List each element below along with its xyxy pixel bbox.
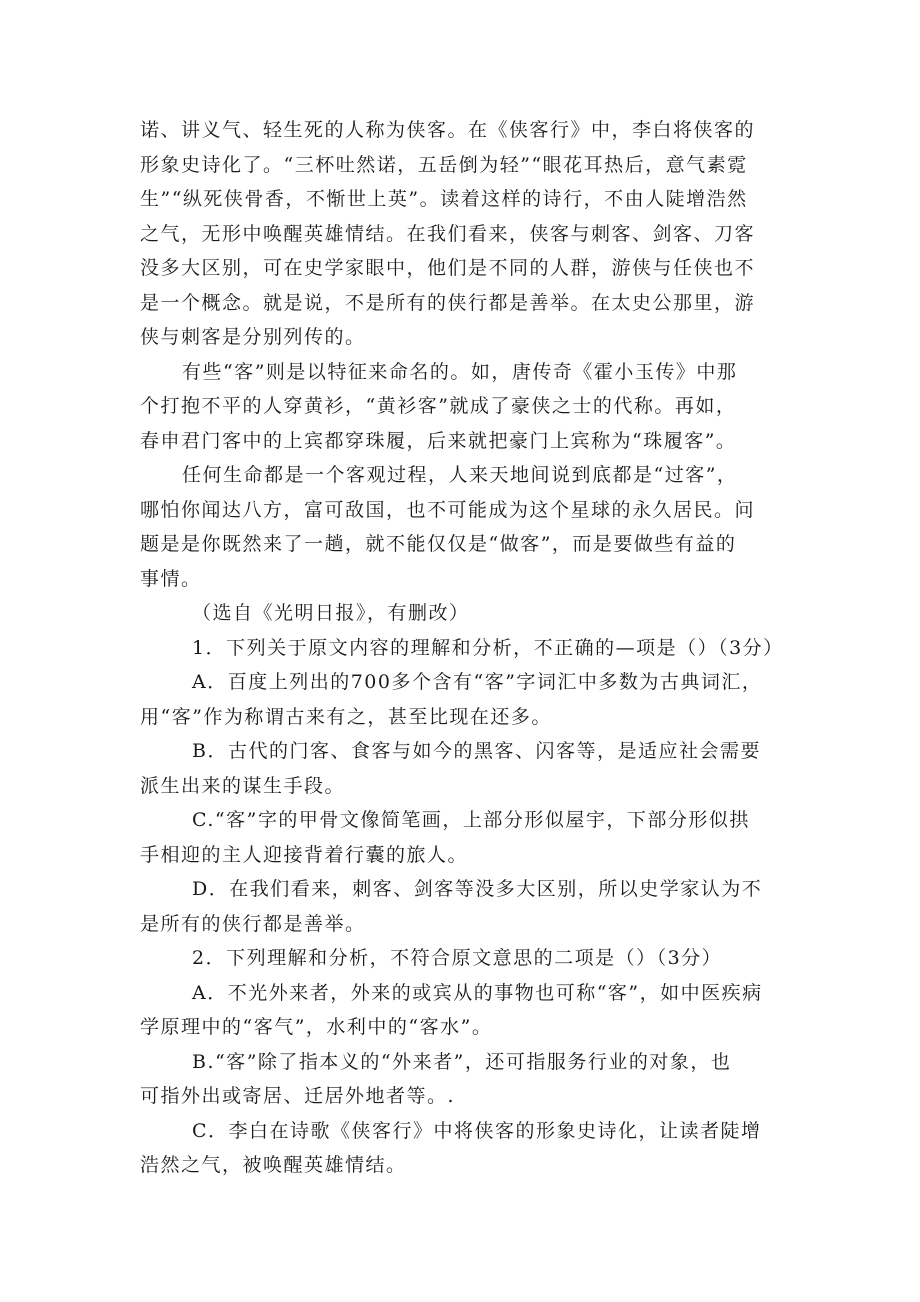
- text-line: A．不光外来者，外来的或宾从的事物也可称“客”，如中医疾病: [192, 981, 763, 1004]
- text-line: 事情。: [140, 567, 202, 590]
- paragraph-1: [140, 113, 785, 355]
- text-line: 任何生命都是一个客观过程，人来天地间说到底都是“过客”，: [182, 464, 738, 486]
- text-line: 用“客”作为称谓古来有之，甚至比现在还多。: [140, 705, 552, 728]
- text-line: 题是是你既然来了一趟，就不能仅仅是“做客”，而是要做些有益的: [140, 533, 737, 555]
- text-line: 春申君门客中的上宾都穿珠履，后来就把豪门上宾称为“珠履客”。: [140, 429, 737, 452]
- paragraph-2: [140, 355, 785, 459]
- text-line: 学原理中的“客气”，水利中的“客水”。: [140, 1016, 493, 1038]
- text-line: C．李白在诗歌《侠客行》中将侠客的形象史诗化，让读者陡增: [192, 1119, 762, 1142]
- option-a: [140, 976, 785, 1045]
- text-line: 侠与刺客是分别列传的。: [140, 326, 366, 348]
- text-line: 没多大区别，可在史学家眼中，他们是不同的人群，游侠与任侠也不: [140, 257, 756, 279]
- question-stem: 2．下列理解和分析，不符合原文意思的二项是（）（3分）: [192, 947, 723, 969]
- text-line: D．在我们看来，刺客、剑客等没多大区别，所以史学家认为不: [192, 878, 763, 900]
- option-a: [140, 665, 785, 734]
- text-line: 生”“纵死侠骨香，不惭世上英”。读着这样的诗行，不由人陡增浩然: [140, 188, 748, 210]
- question-stem: 1．下列关于原文内容的理解和分析，不正确的—项是（）（3分）: [192, 636, 784, 659]
- paragraph-3: [140, 458, 785, 596]
- text-line: 诺、讲义气、轻生死的人称为侠客。在《侠客行》中，李白将侠客的: [140, 119, 756, 141]
- text-line: 浩然之气，被唤醒英雄情结。: [140, 1154, 407, 1176]
- text-line: B．古代的门客、食客与如今的黑客、闪客等，是适应社会需要: [192, 740, 761, 762]
- text-line: B.“客”除了指本义的“外来者”，还可指服务行业的对象，也: [192, 1050, 732, 1073]
- text-line: 可指外出或寄居、迁居外地者等。.: [140, 1085, 456, 1107]
- text-line: 哪怕你闻达八方，富可敌国，也不可能成为这个星球的永久居民。问: [140, 498, 756, 521]
- text-line: 是一个概念。就是说，不是所有的侠行都是善举。在太史公那里，游: [140, 291, 756, 314]
- text-line: A．百度上列出的700多个含有“客”字词汇中多数为古典词汇，: [192, 671, 763, 693]
- text-line: 之气，无形中唤醒英雄情结。在我们看来，侠客与刺客、剑客、刀客: [140, 222, 756, 245]
- text-line: 有些“客”则是以特征来命名的。如，唐传奇《霍小玉传》中那: [182, 360, 738, 383]
- option-d: [140, 872, 785, 941]
- option-c: [140, 803, 785, 872]
- text-line: C.“客”字的甲骨文像简笔画，上部分形似屋宇，下部分形似拱: [192, 809, 750, 831]
- document-page: [140, 113, 785, 1183]
- text-line: 手相迎的主人迎接背着行囊的旅人。: [140, 843, 469, 866]
- text-line: 形象史诗化了。“三杯吐然诺，五岳倒为轻”“眼花耳热后，意气素霓: [140, 153, 748, 176]
- question-1: [140, 631, 785, 942]
- text-line: 派生出来的谋生手段。: [140, 774, 346, 797]
- text-line: 个打抱不平的人穿黄衫，“黄衫客”就成了豪侠之士的代称。再如，: [140, 395, 737, 417]
- option-c: [140, 1114, 785, 1183]
- option-b: [140, 1045, 785, 1114]
- source-citation: （选自《光明日报》，有删改）: [192, 602, 470, 624]
- text-line: 是所有的侠行都是善举。: [140, 912, 366, 935]
- question-2: [140, 941, 785, 1183]
- option-b: [140, 734, 785, 803]
